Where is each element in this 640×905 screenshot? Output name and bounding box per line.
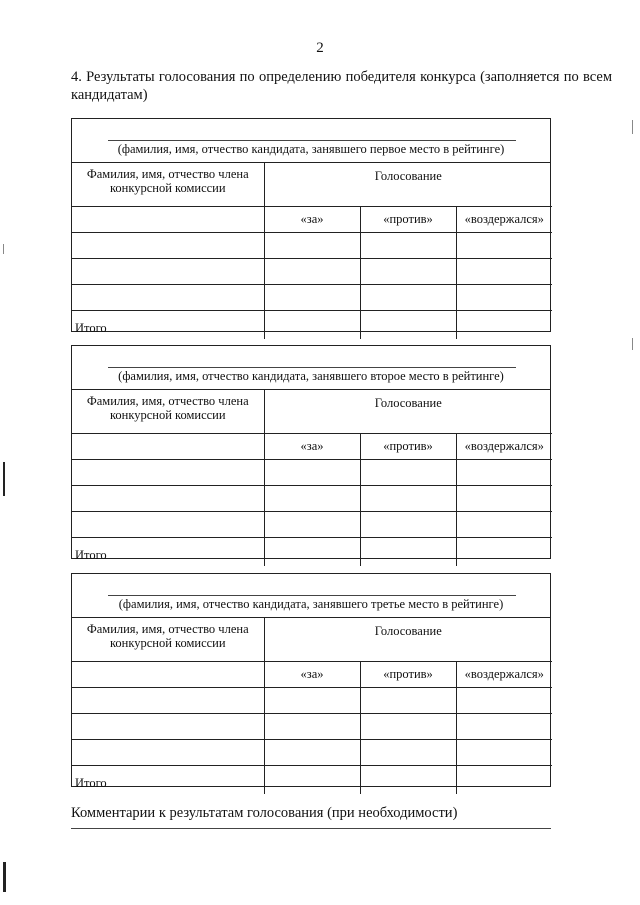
table-row [72,512,552,538]
vote-for-cell[interactable] [264,259,360,285]
table-row [72,259,552,285]
member-name-cell[interactable] [72,486,264,512]
vote-against-header: «против» [360,662,456,688]
vote-against-cell[interactable] [360,259,456,285]
member-name-cell[interactable] [72,740,264,766]
total-against-cell[interactable] [360,311,456,340]
vote-for-cell[interactable] [264,688,360,714]
vote-abstain-cell[interactable] [456,486,552,512]
member-name-cell[interactable] [72,233,264,259]
section-heading: 4. Результаты голосования по определению победителя конкурса (заполняется по всем кандидатам) [71,69,612,103]
vote-abstain-cell[interactable] [456,714,552,740]
vote-against-cell[interactable] [360,285,456,311]
candidate-caption: (фамилия, имя, отчество кандидата, занявшего первое место в рейтинге) [117,142,505,156]
candidate-name-line [108,595,516,596]
vote-for-cell[interactable] [264,740,360,766]
member-name-cell[interactable] [72,688,264,714]
total-abstain-cell[interactable] [456,766,552,795]
vote-for-header: «за» [264,207,360,233]
vote-abstain-cell[interactable] [456,233,552,259]
vote-for-cell[interactable] [264,233,360,259]
total-abstain-cell[interactable] [456,311,552,340]
scan-mark [632,120,633,134]
vote-table [72,389,552,566]
voting-header: Голосование [264,162,552,207]
vote-abstain-header: «воздержался» [456,662,552,688]
voting-header: Голосование [264,389,552,434]
vote-table [72,617,552,794]
scan-mark [632,338,633,350]
scan-mark [3,244,4,254]
scan-mark [3,462,5,496]
member-name-cell[interactable] [72,285,264,311]
member-name-cell[interactable] [72,460,264,486]
candidate-caption: (фамилия, имя, отчество кандидата, занявшего третье место в рейтинге) [118,597,504,611]
member-header: Фамилия, имя, отчество члена конкурсной комиссии [72,617,264,662]
vote-for-header: «за» [264,434,360,460]
vote-against-cell[interactable] [360,688,456,714]
vote-for-cell[interactable] [264,714,360,740]
candidate-field[interactable] [72,574,550,618]
vote-abstain-cell[interactable] [456,512,552,538]
comments-field[interactable] [71,828,551,829]
vote-for-cell[interactable] [264,285,360,311]
vote-against-cell[interactable] [360,460,456,486]
page-number: 2 [316,40,324,56]
vote-abstain-cell[interactable] [456,688,552,714]
total-against-cell[interactable] [360,766,456,795]
table-row [72,740,552,766]
total-for-cell[interactable] [264,311,360,340]
vote-against-header: «против» [360,434,456,460]
vote-for-cell[interactable] [264,460,360,486]
total-row [72,538,552,567]
table-row [72,486,552,512]
vote-abstain-header: «воздержался» [456,207,552,233]
vote-table [72,162,552,339]
vote-against-cell[interactable] [360,714,456,740]
total-for-cell[interactable] [264,766,360,795]
vote-abstain-cell[interactable] [456,259,552,285]
member-name-cell[interactable] [72,207,264,233]
candidate-name-line [108,140,516,141]
member-name-cell[interactable] [72,434,264,460]
vote-against-cell[interactable] [360,486,456,512]
total-for-cell[interactable] [264,538,360,567]
table-row [72,233,552,259]
total-row [72,311,552,340]
vote-abstain-cell[interactable] [456,285,552,311]
total-label: Итого [72,766,264,795]
vote-against-cell[interactable] [360,740,456,766]
candidate-field[interactable] [72,119,550,163]
total-label: Итого [72,538,264,567]
member-name-cell[interactable] [72,662,264,688]
member-name-cell[interactable] [72,512,264,538]
table-row [72,460,552,486]
vote-block-third-place [71,573,551,790]
member-name-cell[interactable] [72,259,264,285]
scan-mark [3,862,6,892]
vote-block-first-place [71,118,551,335]
vote-abstain-header: «воздержался» [456,434,552,460]
total-label: Итого [72,311,264,340]
candidate-caption: (фамилия, имя, отчество кандидата, занявшего второе место в рейтинге) [118,369,504,383]
table-row [72,688,552,714]
vote-block-second-place [71,345,551,562]
vote-abstain-cell[interactable] [456,460,552,486]
vote-against-cell[interactable] [360,512,456,538]
vote-for-cell[interactable] [264,486,360,512]
member-name-cell[interactable] [72,714,264,740]
vote-against-header: «против» [360,207,456,233]
member-header: Фамилия, имя, отчество члена конкурсной комиссии [72,389,264,434]
member-header: Фамилия, имя, отчество члена конкурсной комиссии [72,162,264,207]
comments-label: Комментарии к результатам голосования (при необходимости) [71,805,458,821]
vote-for-cell[interactable] [264,512,360,538]
vote-abstain-cell[interactable] [456,740,552,766]
voting-header: Голосование [264,617,552,662]
vote-for-header: «за» [264,662,360,688]
table-row [72,714,552,740]
total-against-cell[interactable] [360,538,456,567]
table-row [72,285,552,311]
vote-against-cell[interactable] [360,233,456,259]
total-abstain-cell[interactable] [456,538,552,567]
candidate-name-line [108,367,516,368]
total-row [72,766,552,795]
candidate-field[interactable] [72,346,550,390]
